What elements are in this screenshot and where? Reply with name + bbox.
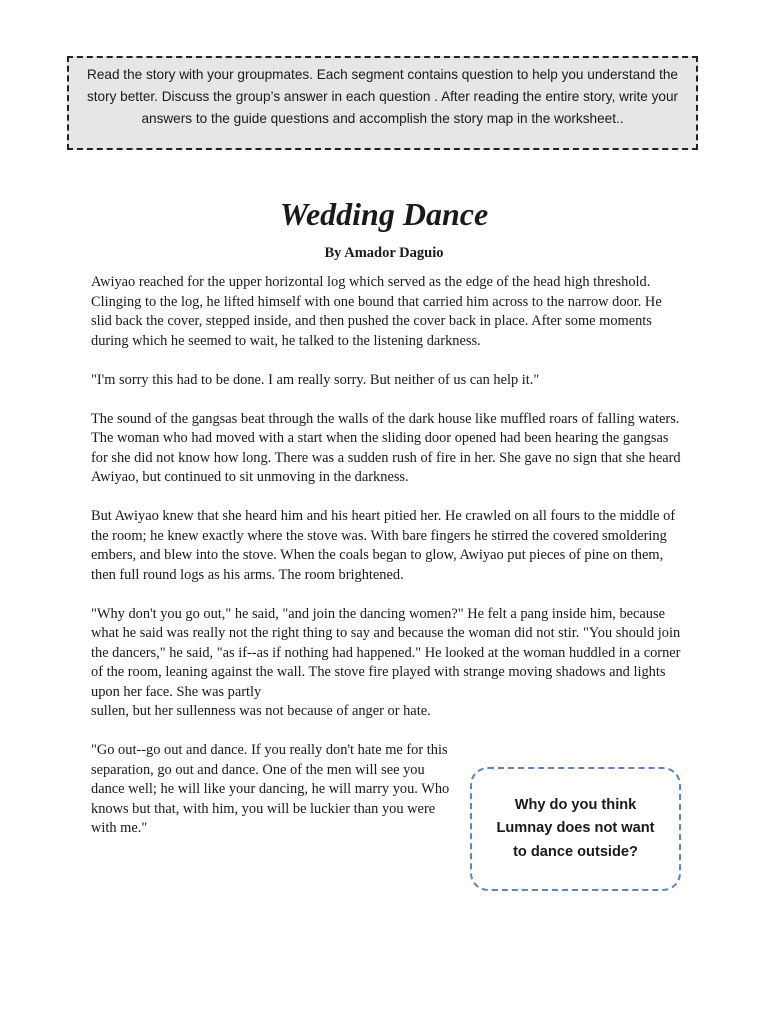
- story-paragraph: Awiyao reached for the upper horizontal log which served as the edge of the head high threshold. Clinging to the log, he lifted himself with one bound that carried him across to the narrow door. He slid back the cover, stepped inside, and then pushed the cover back in place. After some moments during which he seemed to wait, he talked to the listening darkness.: [91, 274, 662, 349]
- story-paragraph: "I'm sorry this had to be done. I am really sorry. But neither of us can help it.": [91, 371, 540, 388]
- story-paragraph: "Why don't you go out," he said, "and join the dancing women?" He felt a pang inside him, because what he said was really not the right thing to say and because the woman did not stir. "You should join the dancers," he said, "as if--as if nothing had happened." He looked at the woman huddled in a corner of the room, leaning against the wall. The stove fire played with strange moving shadows and lights upon her face. She was partly: [91, 605, 681, 700]
- instructions-box: [67, 56, 698, 150]
- story-title: Wedding Dance: [279, 196, 489, 232]
- guide-question-box: [470, 767, 681, 891]
- instructions-text: Read the story with your groupmates. Each segment contains question to help you understand the story better. Discuss the group’s answer in each question . After reading the entire story, write your answers to the guide questions and accomplish the story map in the worksheet..: [86, 67, 679, 126]
- story-paragraph: But Awiyao knew that she heard him and his heart pitied her. He crawled on all fours to the middle of the room; he knew exactly where the stove was. With bare fingers he stirred the covered smoldering embers, and blew into the stove. When the coals began to glow, Awiyao put pieces of pine on them, then full round logs as his arms. The room brightened.: [91, 508, 676, 583]
- story-author: By Amador Daguio: [324, 245, 444, 261]
- story-paragraph: "Go out--go out and dance. If you really don't hate me for this separation, go out and dance. One of the men will see you dance well; he will like your dancing, he will marry you. Who knows but that, with him, you will be luckier than you were with me.": [91, 742, 450, 836]
- story-paragraph-continuation: sullen, but her sullenness was not because of anger or hate.: [91, 703, 431, 719]
- guide-question-text: Why do you think Lumnay does not want to dance outside?: [496, 796, 655, 860]
- story-paragraph: The sound of the gangsas beat through the walls of the dark house like muffled roars of falling waters. The woman who had moved with a start when the sliding door opened had been hearing the gangsas for she did not know how long. There was a sudden rush of fire in her. She gave no sign that she heard Awiyao, but continued to sit unmoving in the darkness.: [91, 410, 681, 485]
